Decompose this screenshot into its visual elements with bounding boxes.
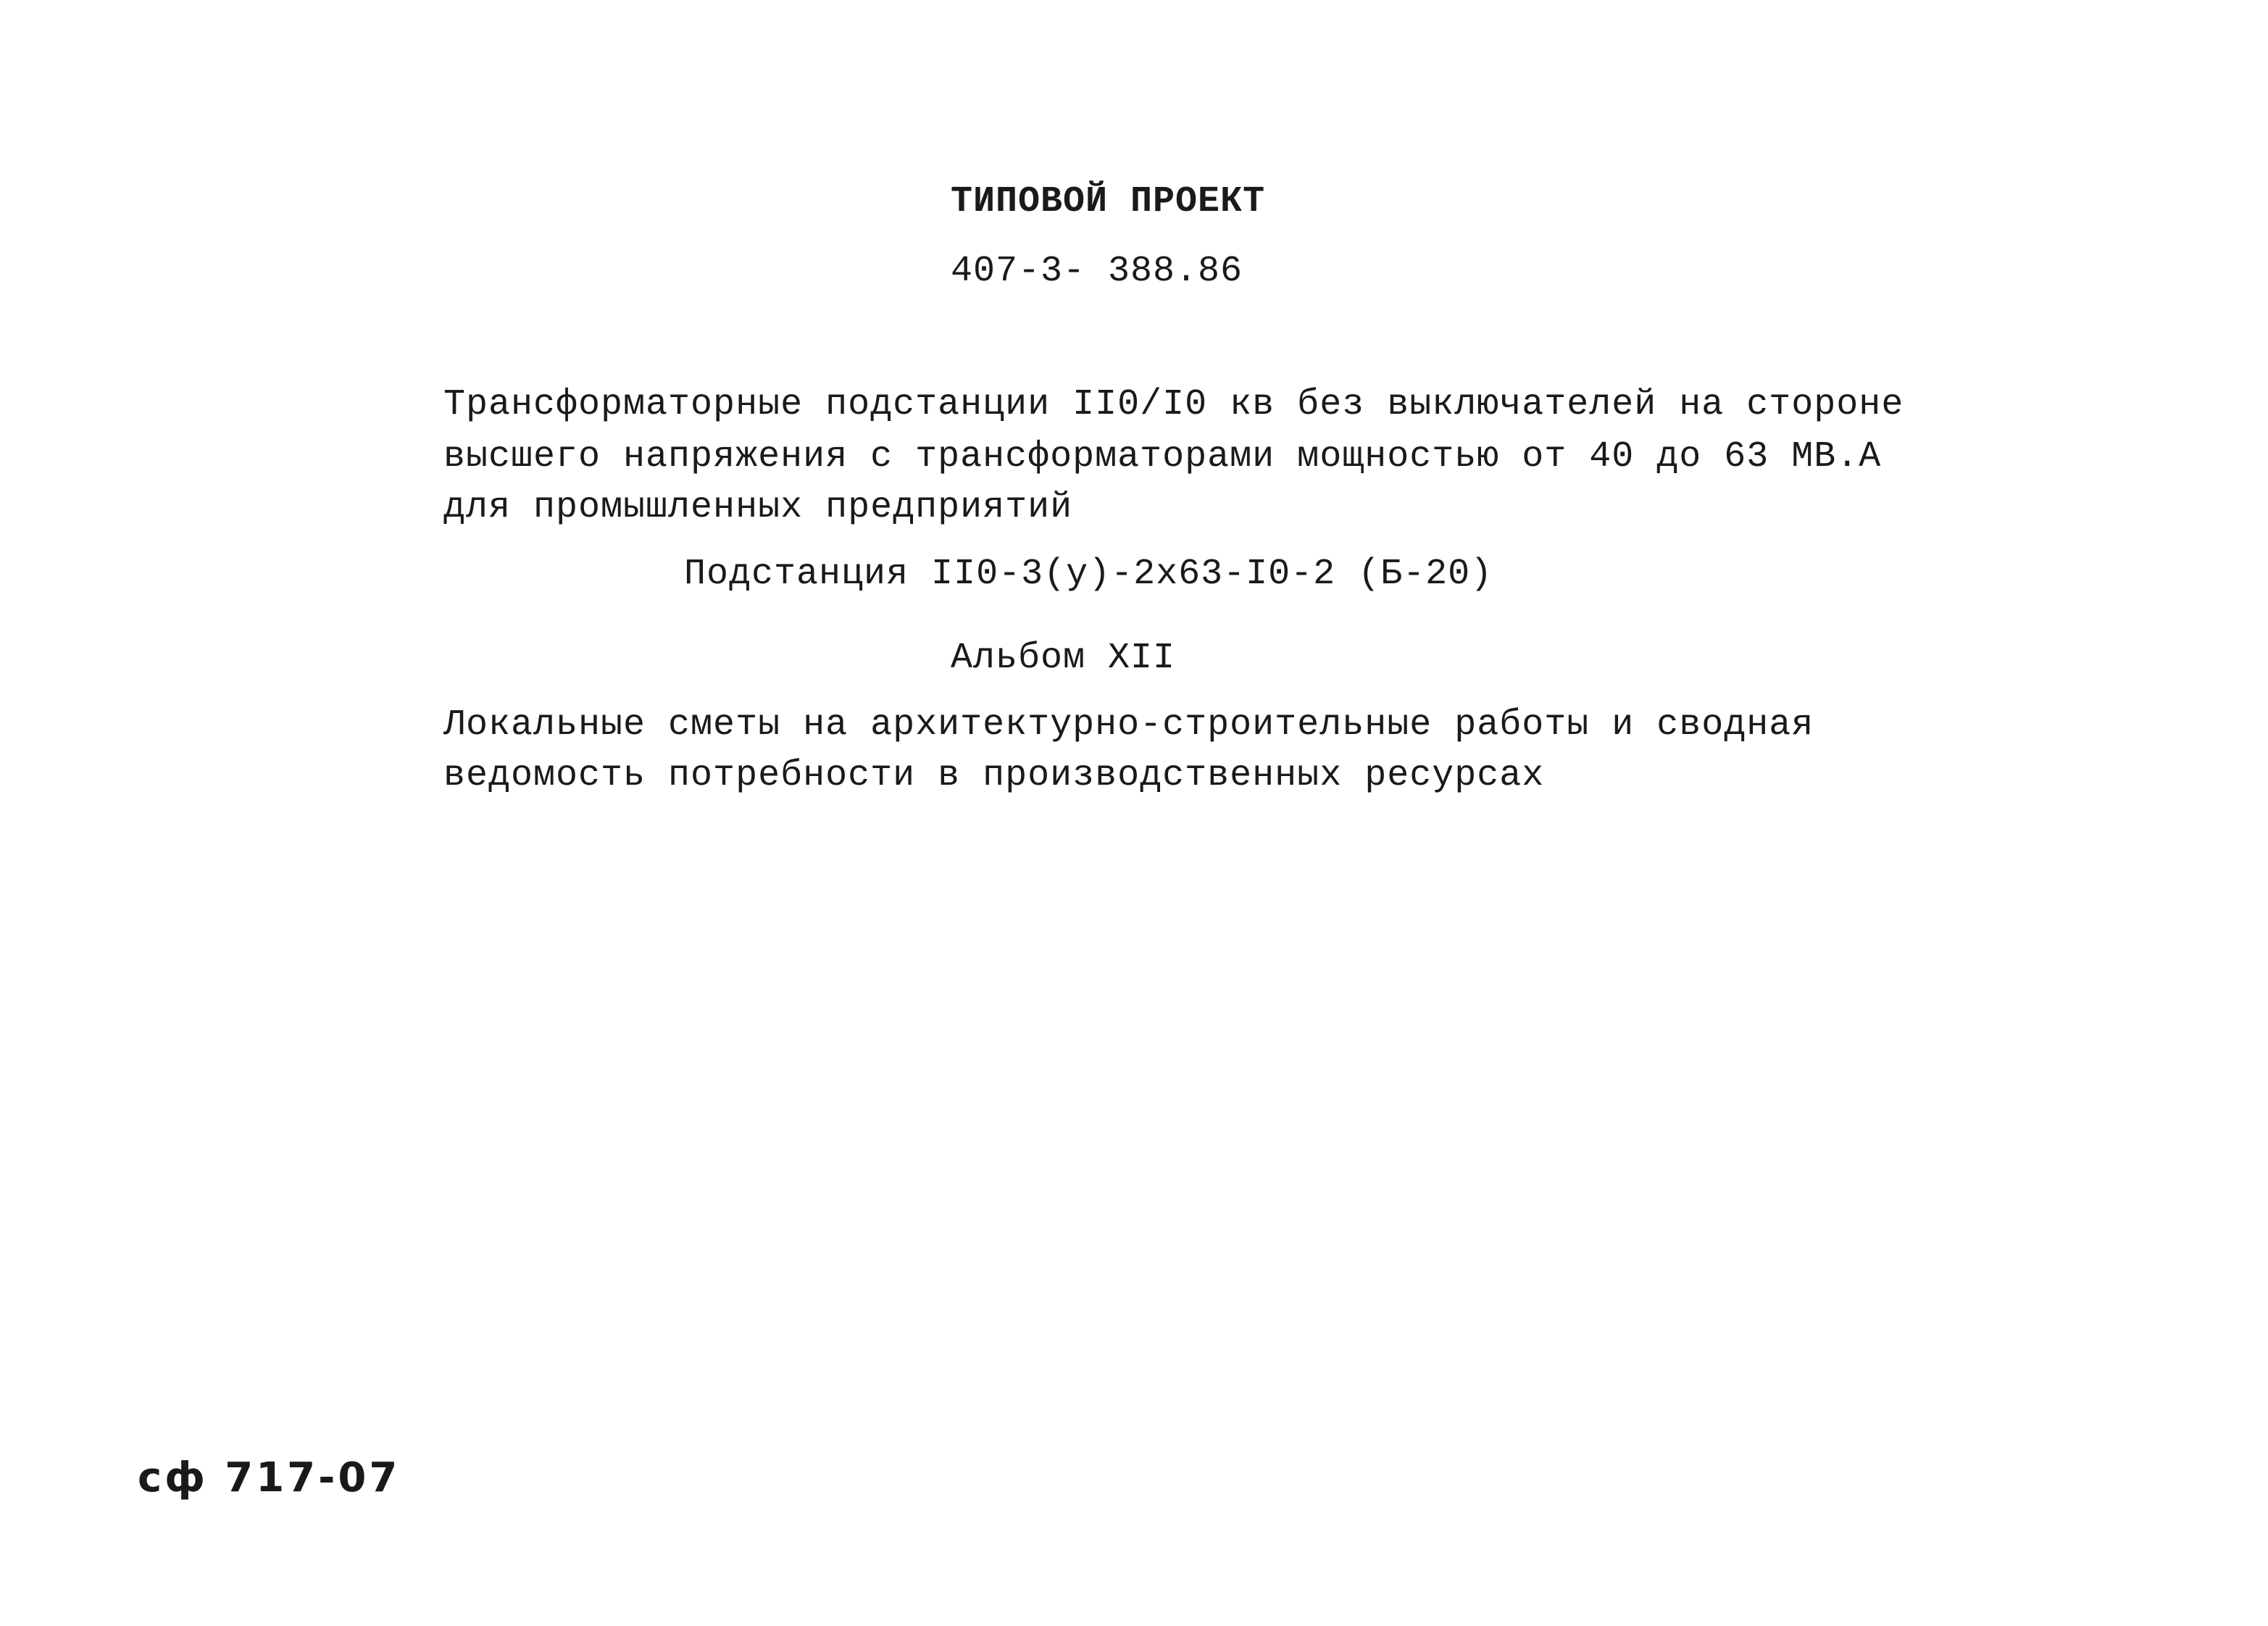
inventory-mark: сф 717-07 — [138, 1454, 401, 1501]
description-line-1: Трансформаторные подстанции II0/I0 кв без выключателей на стороне — [443, 384, 1904, 425]
document-title: ТИПОВОЙ ПРОЕКТ — [951, 181, 1266, 222]
album-number: Альбом XII — [951, 638, 1176, 679]
substation-designation: Подстанция II0-3(у)-2х63-I0-2 (Б-20) — [684, 554, 1493, 595]
description-line-3: для промышленных предприятий — [443, 487, 1073, 528]
contents-line-2: ведомость потребности в производственных ресурсах — [443, 755, 1545, 796]
description-line-2: высшего напряжения с трансформаторами мощностью от 40 до 63 МВ.А — [443, 436, 1882, 478]
project-number: 407-3- 388.86 — [951, 251, 1243, 292]
contents-line-1: Локальные сметы на архитектурно-строительные работы и сводная — [443, 704, 1814, 746]
